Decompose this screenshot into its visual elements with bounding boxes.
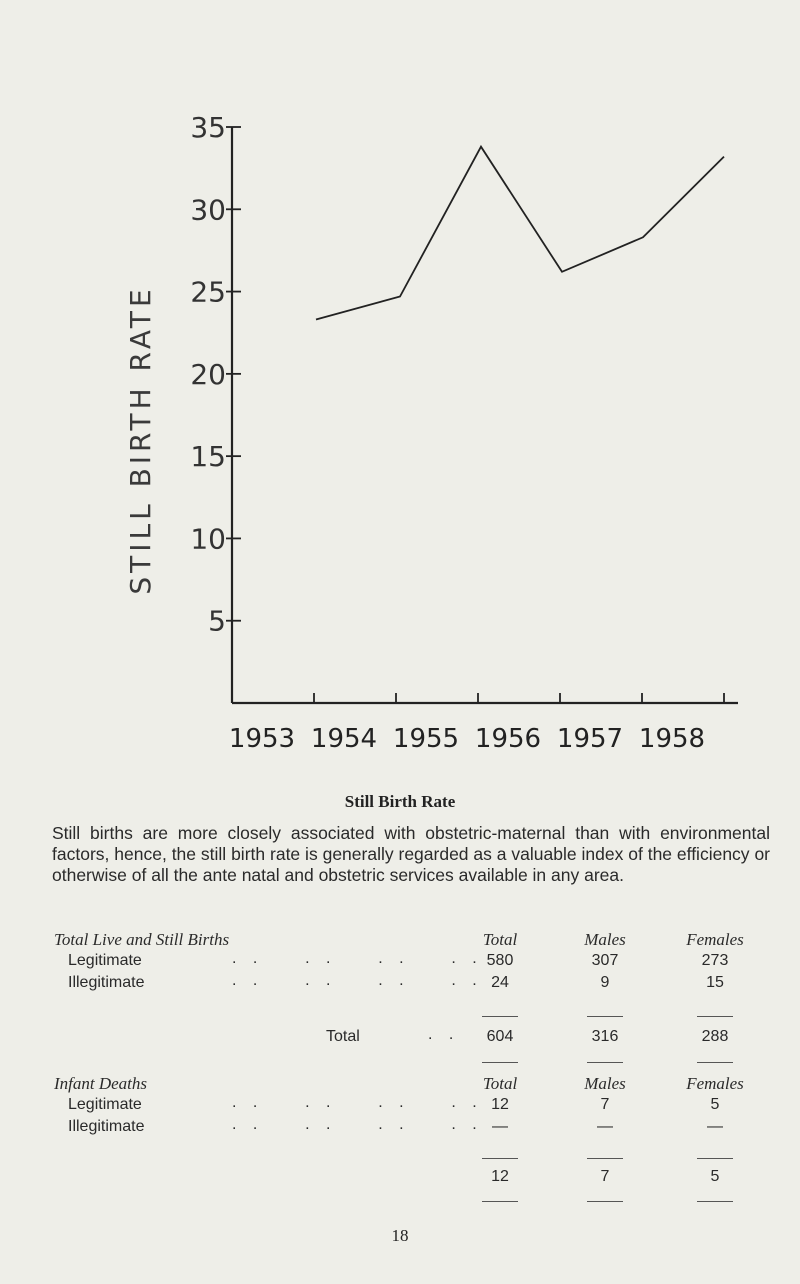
- leader-dots: . . . . . . . .: [232, 1094, 483, 1111]
- sum-rule: [482, 1201, 518, 1202]
- cell-females: 288: [701, 1028, 729, 1045]
- cell-males: 7: [600, 1096, 610, 1113]
- row-label: Illegitimate: [68, 1118, 145, 1135]
- cell-females: 273: [701, 952, 729, 969]
- y-axis-label: STILL BIRTH RATE: [124, 285, 157, 595]
- cell-males: 316: [591, 1028, 619, 1045]
- cell-total: 12: [491, 1168, 509, 1185]
- cell-females: —: [707, 1118, 723, 1135]
- cell-males: 9: [600, 974, 610, 991]
- sum-rule: [697, 1062, 733, 1063]
- x-tick-label: 1956: [474, 724, 542, 754]
- total-label: Total: [326, 1028, 360, 1045]
- sum-rule: [697, 1016, 733, 1017]
- chart-caption: Still Birth Rate: [344, 792, 456, 811]
- cell-total: 24: [491, 974, 509, 991]
- col-total: Total: [482, 1074, 518, 1093]
- intro-paragraph: Still births are more closely associated with obstetric-maternal than with environmental factors, hence, the still birth rate is generally regarded as a valuable index of the efficiency or otherwise of all the ante natal and obstetric services available in any area.: [52, 823, 770, 885]
- y-tick-label: 5: [208, 604, 226, 638]
- cell-females: 5: [710, 1096, 720, 1113]
- col-females: Females: [686, 1074, 744, 1093]
- y-tick-label: 15: [190, 440, 226, 474]
- cell-males: 307: [591, 952, 619, 969]
- sum-rule: [587, 1062, 623, 1063]
- row-label: Illegitimate: [68, 974, 145, 991]
- y-tick-label: 30: [190, 193, 226, 227]
- cell-females: 15: [706, 974, 724, 991]
- y-tick-label: 35: [190, 111, 226, 144]
- x-tick-label: 1954: [310, 724, 378, 754]
- leader-dots: . . . . . . . .: [232, 950, 483, 967]
- sum-rule: [697, 1201, 733, 1202]
- page-number: 18: [391, 1226, 409, 1245]
- cell-males: —: [597, 1118, 613, 1135]
- table-heading: Infant Deaths: [54, 1074, 148, 1093]
- sum-rule: [482, 1062, 518, 1063]
- sum-rule: [482, 1158, 518, 1159]
- cell-total: —: [492, 1118, 508, 1135]
- y-tick-label: 10: [190, 522, 226, 556]
- leader-dots: . .: [428, 1026, 460, 1043]
- leader-dots: . . . . . . . .: [232, 972, 483, 989]
- x-tick-label: 1957: [556, 724, 624, 754]
- col-males: Males: [584, 930, 626, 949]
- series-line: [316, 147, 724, 320]
- leader-dots: . . . . . . . .: [232, 1116, 483, 1133]
- x-tick-label: 1958: [638, 724, 706, 754]
- cell-total: 12: [491, 1096, 509, 1113]
- col-total: Total: [482, 930, 518, 949]
- sum-rule: [697, 1158, 733, 1159]
- x-tick-label: 1955: [392, 724, 460, 754]
- sum-rule: [587, 1016, 623, 1017]
- col-males: Males: [584, 1074, 626, 1093]
- row-label: Legitimate: [68, 952, 142, 969]
- y-tick-label: 20: [190, 357, 226, 391]
- cell-females: 5: [710, 1168, 720, 1185]
- cell-total: 580: [486, 952, 514, 969]
- cell-males: 7: [600, 1168, 610, 1185]
- y-tick-label: 25: [190, 275, 226, 309]
- sum-rule: [482, 1016, 518, 1017]
- x-tick-label: 1953: [228, 724, 296, 754]
- col-females: Females: [686, 930, 744, 949]
- table-heading: Total Live and Still Births: [54, 930, 230, 949]
- sum-rule: [587, 1158, 623, 1159]
- sum-rule: [587, 1201, 623, 1202]
- cell-total: 604: [486, 1028, 514, 1045]
- row-label: Legitimate: [68, 1096, 142, 1113]
